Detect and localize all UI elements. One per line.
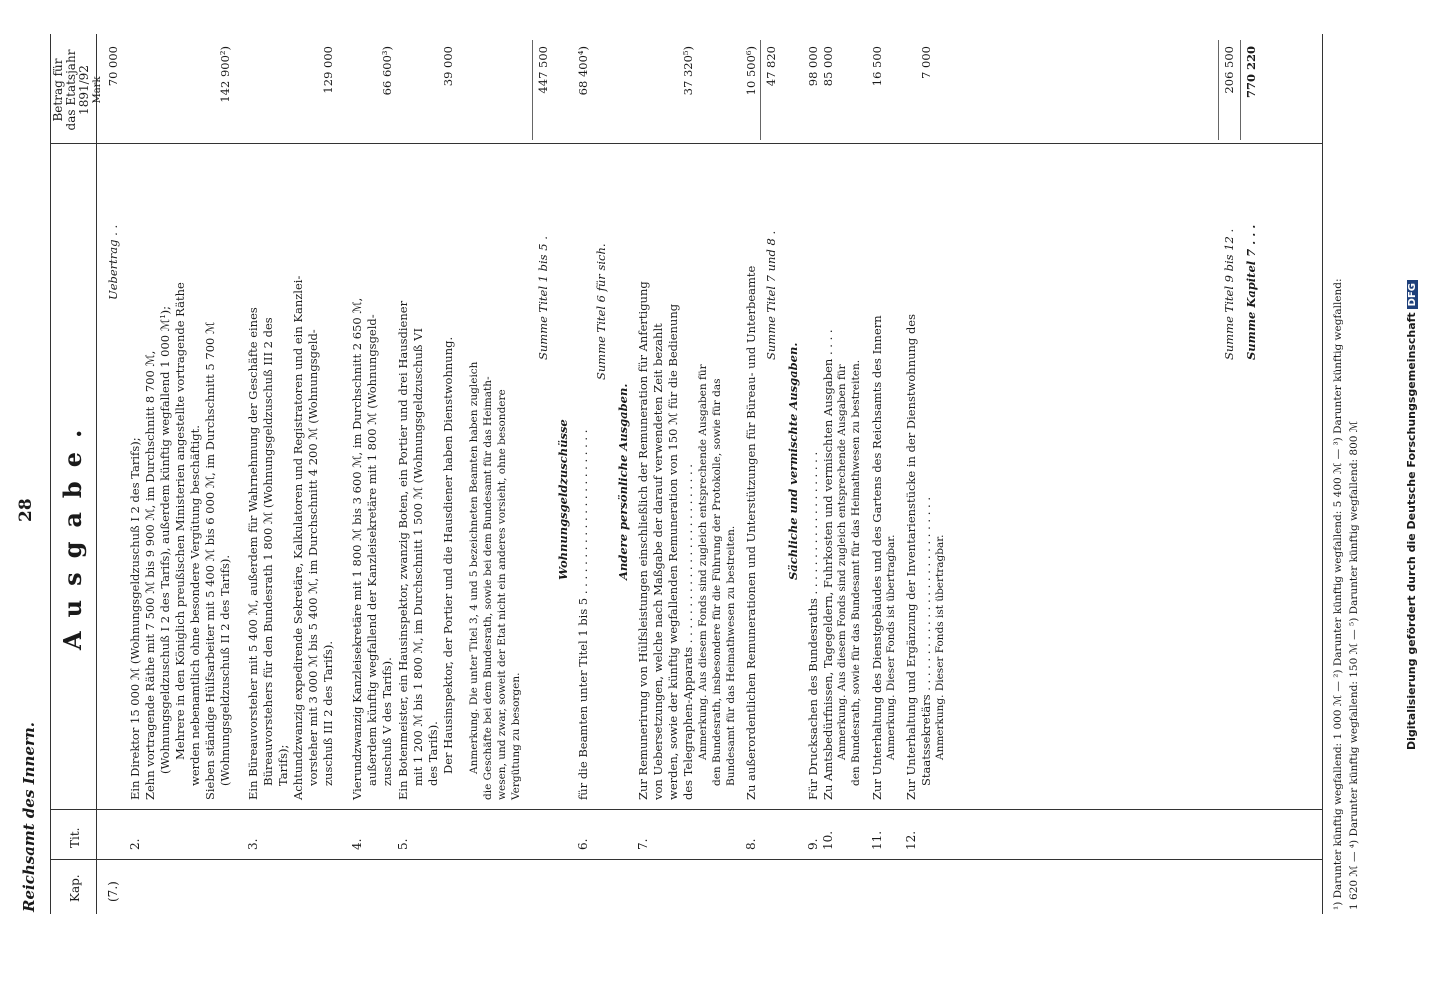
titel-6-amount: 68 400⁴) bbox=[576, 46, 590, 96]
titel-6-line: für die Beamten unter Titel 1 bis 5 . . . . . . . . . . . . . . . . . . . . . . . bbox=[576, 429, 590, 800]
titel-2-line: (Wohnungsgeldzuschuß II 2 des Tarifs). bbox=[218, 554, 232, 786]
uebertrag-amount: 70 000 bbox=[106, 46, 120, 87]
titel-7-line: werden, sowie der künftig wegfallenden Remuneration von 150 ℳ für die Bedienung bbox=[666, 303, 680, 800]
titel-12: 12. bbox=[904, 830, 918, 850]
dfg-logo: DFG bbox=[1407, 280, 1418, 309]
titel-6: 6. bbox=[576, 838, 590, 850]
titel-4-line: Vierundzwanzig Kanzleisekretäre mit 1 800 ℳ bis 3 600 ℳ, im Durchschnitt 2 650 ℳ, bbox=[350, 297, 364, 800]
col-rule-kap bbox=[50, 859, 1322, 860]
sum-rule bbox=[532, 40, 533, 140]
note-line: Anmerkung. Die unter Titel 3, 4 und 5 bezeichneten Beamten haben zugleich bbox=[468, 361, 480, 774]
titel-4-amount: 66 600³) bbox=[380, 46, 394, 96]
titel-7: 7. bbox=[636, 838, 650, 850]
titel-3-line: Ein Büreauvorsteher mit 5 400 ℳ, außerdem für Wahrnehmung der Geschäfte eines bbox=[246, 307, 260, 800]
titel-2-line: Zehn vortragende Räthe mit 7 500 ℳ bis 9 900 ℳ, im Durchschnitt 8 700 ℳ, bbox=[143, 350, 157, 800]
sum-titel-7-8-label: Summe Titel 7 und 8 . bbox=[764, 230, 778, 360]
sum-rule bbox=[760, 40, 761, 140]
titel-12-line: Zur Unterhaltung und Ergänzung der Inventarienstücke in der Dienstwohnung des bbox=[904, 313, 918, 800]
titel-10-amount: 85 000 bbox=[821, 46, 835, 87]
titel-2-line: werden nebenamtlich ohne besondere Vergütung beschäftigt. bbox=[188, 425, 202, 786]
titel-8: 8. bbox=[744, 838, 758, 850]
titel-5: 5. bbox=[396, 838, 410, 850]
titel-11-note: Anmerkung. Dieser Fonds ist übertragbar. bbox=[885, 534, 897, 760]
titel-10-note: den Bundesrath, sowie für das Bundesamt für das Heimathwesen zu bestreiten. bbox=[850, 359, 862, 786]
sum-titel-6-label: Summe Titel 6 für sich. bbox=[594, 243, 608, 380]
col-head-amount: Betrag für das Etatsjahr 1891/92 Mark bbox=[51, 49, 103, 131]
section-saechliche-ausgaben: Sächliche und vermischte Ausgaben. bbox=[786, 342, 800, 580]
titel-3-line: Achtundzwanzig expedirende Sekretäre, Kalkulatoren und Registratoren und ein Kanzlei- bbox=[291, 275, 305, 800]
titel-5-line: Ein Botenmeister, ein Hausinspektor, zwanzig Boten, ein Portier und drei Hausdiener bbox=[396, 300, 410, 800]
titel-3-line: Tarifs); bbox=[276, 744, 290, 786]
titel-8-amount: 10 500⁶) bbox=[744, 46, 758, 96]
titel-8-line: Zu außerordentlichen Remunerationen und Unterstützungen für Büreau- und Unterbeamte bbox=[744, 265, 758, 800]
titel-11-amount: 16 500 bbox=[870, 46, 884, 87]
footnote-line: 1 620 ℳ — ⁴) Darunter künftig wegfallend: 150 ℳ — ⁵) Darunter künftig wegfallend: 800 ℳ bbox=[1348, 420, 1360, 910]
titel-5-line: Der Hausinspektor, der Portier und die Hausdiener haben Dienstwohnung. bbox=[441, 336, 455, 774]
sum-rule bbox=[1240, 40, 1241, 140]
col-rule-tit bbox=[50, 809, 1322, 810]
titel-2-line: Sieben ständige Hülfsarbeiter mit 5 400 ℳ bis 6 000 ℳ, im Durchschnitt 5 700 ℳ bbox=[203, 321, 217, 800]
titel-7-note: Bundesamt für das Heimathwesen zu bestreiten. bbox=[725, 525, 737, 786]
sum-rule bbox=[1218, 40, 1219, 140]
sum-titel-1-5-label: Summe Titel 1 bis 5 . bbox=[536, 236, 550, 360]
titel-3-line: zuschuß III 2 des Tarifs). bbox=[321, 640, 335, 786]
titel-4-line: außerdem künftig wegfallend der Kanzleisekretäre mit 1 800 ℳ (Wohnungsgeld- bbox=[365, 314, 379, 786]
section-andere-ausgaben: Andere persönliche Ausgaben. bbox=[616, 383, 630, 580]
sum-titel-9-12-label: Summe Titel 9 bis 12 . bbox=[1222, 228, 1236, 360]
titel-10-line: Zu Amtsbedürfnissen, Tagegeldern, Fuhrkosten und vermischten Ausgaben . . . . bbox=[821, 329, 835, 800]
footnote-line: ¹) Darunter künftig wegfallend: 1 000 ℳ — ²) Darunter künftig wegfallend: 5 400 ℳ — ³) Darunter künftig wegfallend: bbox=[1332, 278, 1344, 910]
titel-3-amount: 129 000 bbox=[321, 46, 335, 94]
titel-4-line: zuschuß V des Tarifs). bbox=[380, 657, 394, 786]
note-line: Vergütung zu besorgen. bbox=[510, 672, 522, 800]
digitization-credit: Digitalisierung gefördert durch die Deutsche ForschungsgemeinschaftDFG bbox=[1405, 280, 1418, 750]
titel-2-line: Mehrere in den Königlich preußischen Ministerien angestellte vortragende Räthe bbox=[173, 282, 187, 760]
table-header-rule bbox=[96, 34, 97, 914]
running-header: Reichsamt des Innern. bbox=[20, 721, 38, 912]
titel-5-line: des Tarifs). bbox=[426, 721, 440, 786]
titel-7-amount: 37 320⁵) bbox=[681, 46, 695, 96]
sum-titel-7-8-amount: 47 820 bbox=[764, 46, 778, 87]
table-bottom-rule bbox=[1322, 34, 1323, 914]
titel-2-line: Ein Direktor 15 000 ℳ (Wohnungsgeldzuschuß I 2 des Tarifs); bbox=[128, 437, 142, 800]
titel-12-note: Anmerkung. Dieser Fonds ist übertragbar. bbox=[934, 534, 946, 760]
titel-3: 3. bbox=[246, 838, 260, 850]
uebertrag-label: Uebertrag . . bbox=[106, 224, 120, 300]
page-number: 28 bbox=[16, 498, 36, 522]
titel-11-line: Zur Unterhaltung des Dienstgebäudes und des Gartens des Reichsamts des Innern bbox=[870, 315, 884, 800]
titel-7-line: von Uebersetzungen, welche nach Maßgabe der darauf verwendeten Zeit bezahlt bbox=[651, 323, 665, 800]
titel-10-note: Anmerkung. Aus diesem Fonds sind zugleich entsprechende Ausgaben für bbox=[836, 364, 848, 760]
kapitel-number: (7.) bbox=[106, 881, 120, 902]
sum-titel-1-5-amount: 447 500 bbox=[536, 46, 550, 94]
titel-11: 11. bbox=[870, 830, 884, 850]
titel-2: 2. bbox=[128, 838, 142, 850]
sum-titel-9-12-amount: 206 500 bbox=[1222, 46, 1236, 94]
note-line: wesen, und zwar, soweit der Etat nicht ein anderes vorsieht, ohne besondere bbox=[496, 389, 508, 800]
titel-4: 4. bbox=[350, 838, 364, 850]
section-wohnungsgeld: Wohnungsgeldzuschüsse bbox=[556, 419, 570, 580]
section-title: Ausgabe. bbox=[58, 415, 87, 650]
titel-9-line: Für Drucksachen des Bundesraths . . . . . . . . . . . . . . . . . . . . bbox=[806, 451, 820, 800]
titel-12-amount: 7 000 bbox=[919, 46, 933, 79]
sum-kapitel-7-label: Summe Kapitel 7 . . . bbox=[1244, 224, 1258, 360]
titel-3-line: vorsteher mit 3 000 ℳ bis 5 400 ℳ, im Durchschnitt 4 200 ℳ (Wohnungsgeld- bbox=[306, 329, 320, 786]
titel-9: 9. bbox=[806, 838, 820, 850]
titel-7-line: des Telegraphen-Apparats . . . . . . . . . . . . . . . . . . . . . . . . . bbox=[681, 464, 695, 800]
titel-12-line: Staatssekretärs . . . . . . . . . . . . . . . . . . . . . . . . . . . bbox=[919, 497, 933, 786]
col-head-kap: Kap. bbox=[68, 874, 82, 902]
titel-2-amount: 142 900²) bbox=[218, 46, 232, 103]
col-head-tit: Tit. bbox=[68, 827, 82, 848]
titel-7-line: Zur Remunerirung von Hülfsleistungen einschließlich der Remuneration für Anfertigung bbox=[636, 281, 650, 800]
titel-5-line: mit 1 200 ℳ bis 1 800 ℳ, im Durchschnitt 1 500 ℳ (Wohnungsgeldzuschuß VI bbox=[411, 328, 425, 786]
titel-7-note: den Bundesrath, insbesondere für die Führung der Protokolle, sowie für das bbox=[711, 378, 723, 786]
table-top-rule bbox=[50, 34, 51, 914]
titel-9-amount: 98 000 bbox=[806, 46, 820, 87]
note-line: die Geschäfte bei dem Bundesrath, sowie bei dem Bundesamt für das Heimath- bbox=[482, 376, 494, 800]
titel-3-line: Büreauvorstehers für den Bundesrath 1 800 ℳ (Wohnungsgeldzuschuß III 2 des bbox=[261, 317, 275, 786]
titel-7-note: Anmerkung. Aus diesem Fonds sind zugleich entsprechende Ausgaben für bbox=[697, 364, 709, 760]
titel-5-amount: 39 000 bbox=[441, 46, 455, 87]
titel-10: 10. bbox=[821, 830, 835, 850]
titel-2-line: (Wohnungsgeldzuschuß I 2 des Tarifs), außerdem künftig wegfallend 1 000 ℳ¹); bbox=[158, 305, 172, 774]
sum-kapitel-7-amount: 770 220 bbox=[1244, 46, 1258, 99]
col-rule-amount bbox=[50, 143, 1322, 144]
